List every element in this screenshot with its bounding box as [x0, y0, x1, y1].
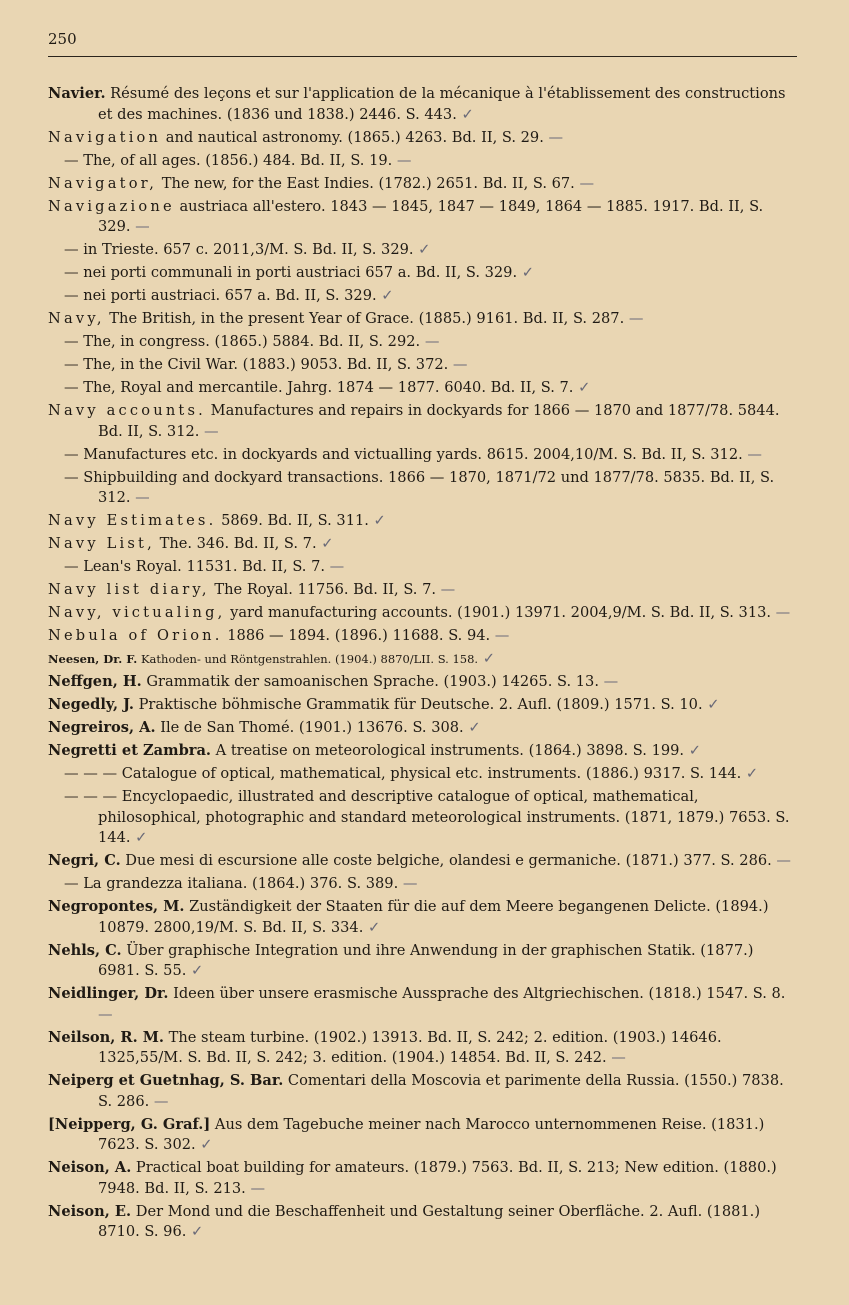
entry-text: Ile de San Thomé. (1901.) 13676. S. 308. [155, 719, 464, 736]
catalogue-entry [48, 557, 797, 578]
entry-heading: Navigazione [48, 197, 175, 215]
catalogue-entry [48, 984, 797, 1025]
entry-heading: Nebula of Orion. [48, 627, 223, 644]
entry-text: Comentari della Moscovia et parimente della Russia. (1550.) 7838. S. 286. [98, 1072, 784, 1110]
entry-heading: — [64, 264, 79, 281]
checkmark-icon: ✓ [456, 105, 474, 123]
entry-heading: — — — [64, 788, 118, 805]
dash-mark: — [149, 1092, 169, 1110]
entry-text: Manufactures etc. in dockyards and victualling yards. 8615. 2004,10/M. S. Bd. II, S. 312. [78, 445, 743, 463]
catalogue-entry [48, 741, 797, 762]
catalogue-entry [48, 695, 797, 716]
checkmark-icon: ✓ [684, 742, 701, 759]
entry-text: The Royal. 11756. Bd. II, S. 7. [209, 581, 437, 598]
entry-text: Shipbuilding and dockyard transactions. 1866 — 1870, 1871/72 und 1877/78. 5835. Bd. II, S. 312. [78, 468, 775, 506]
entry-text: Kathoden- und Röntgenstrahlen. (1904.) 8870/LII. S. 158. [137, 652, 479, 666]
entry-heading: Navy list diary, [48, 581, 210, 598]
entry-heading: — [64, 287, 79, 304]
entry-list [48, 84, 797, 1245]
entry-text: 1886 — 1894. (1896.) 11688. S. 94. [222, 627, 491, 644]
checkmark-icon: ✓ [413, 241, 431, 258]
entry-heading: Navy accounts. [48, 402, 207, 419]
dash-mark: — [771, 604, 791, 621]
catalogue-entry [48, 534, 797, 555]
entry-heading: Neesen, Dr. F. [48, 652, 138, 666]
catalogue-entry [48, 851, 797, 872]
entry-text: austriaca all'estero. 1843 — 1845, 1847 — 1849, 1864 — 1885. 1917. Bd. II, S. 329. [98, 197, 764, 235]
checkmark-icon: ✓ [517, 264, 534, 281]
entry-text: Catalogue of optical, mathematical, physical etc. instruments. (1886.) 9317. S. 144. [117, 765, 742, 782]
dash-mark: — [245, 1179, 266, 1197]
entry-heading: Neilson, R. M. [48, 1028, 164, 1046]
catalogue-entry [48, 84, 797, 125]
catalogue-entry [48, 309, 797, 330]
dash-mark: — [448, 356, 468, 373]
entry-heading: Negretti et Zambra. [48, 742, 211, 759]
entry-heading: Navigator, [48, 174, 158, 192]
checkmark-icon: ✓ [195, 1136, 213, 1153]
dash-mark: — [574, 174, 595, 192]
catalogue-entry [48, 603, 797, 624]
dash-mark: — [624, 310, 644, 327]
catalogue-entry [48, 240, 797, 261]
entry-heading: — [64, 468, 79, 486]
entry-text: Über graphische Integration und ihre Anwendung in der graphischen Statik. (1877.) 6981. S. 55. [98, 941, 754, 979]
catalogue-entry [48, 941, 797, 982]
entry-text: A treatise on meteorological instruments. (1864.) 3898. S. 199. [211, 742, 685, 759]
entry-text: in Trieste. 657 c. 2011,3/M. S. Bd. II, S. 329. [78, 241, 414, 258]
catalogue-entry [48, 197, 797, 238]
entry-heading: [Neipperg, G. Graf.] [48, 1115, 211, 1133]
entry-text: La grandezza italiana. (1864.) 376. S. 389. [78, 875, 399, 892]
catalogue-entry [48, 1115, 797, 1156]
entry-heading: — [64, 333, 79, 350]
catalogue-entry [48, 1158, 797, 1199]
entry-heading: Navy List, [48, 535, 155, 552]
header-rule [48, 56, 797, 57]
entry-heading: — [64, 875, 79, 892]
checkmark-icon: ✓ [478, 650, 495, 667]
catalogue-entry [48, 445, 797, 466]
entry-text: Résumé des leçons et sur l'application de la mécanique à l'établissement des constructions et des machines. (1836 und 1838.) 2446. S. 443. [98, 85, 786, 123]
dash-mark: — [543, 128, 564, 146]
entry-text: The. 346. Bd. II, S. 7. [154, 535, 317, 552]
catalogue-entry [48, 1028, 797, 1069]
catalogue-entry [48, 401, 797, 442]
entry-heading: Nehls, C. [48, 941, 122, 959]
entry-text: Zuständigkeit der Staaten für die auf dem Meere begangenen Delicte. (1894.) 10879. 2800,19/M. S. Bd. II, S. 334. [98, 898, 769, 936]
checkmark-icon: ✓ [316, 535, 334, 552]
entry-heading: Navigation [48, 128, 162, 146]
dash-mark: — [436, 581, 456, 598]
dash-mark: — [606, 1049, 626, 1066]
entry-heading: Neidlinger, Dr. [48, 985, 169, 1002]
entry-text: Der Mond und die Beschaffenheit und Gestaltung seiner Oberfläche. 2. Aufl. (1881.) 8710. S. 96. [98, 1202, 761, 1240]
entry-heading: Navier. [48, 85, 106, 102]
dash-mark: — [742, 445, 762, 463]
entry-text: 5869. Bd. II, S. 311. [216, 512, 369, 529]
catalogue-entry [48, 672, 797, 693]
catalogue-entry [48, 580, 797, 601]
catalogue-entry [48, 718, 797, 739]
entry-heading: Navy, victualing, [48, 604, 226, 621]
entry-text: Due mesi di escursione alle coste belgiche, olandesi e germaniche. (1871.) 377. S. 286. [120, 852, 772, 869]
entry-heading: Negropontes, M. [48, 898, 185, 915]
page-number: 250 [48, 30, 77, 48]
dash-mark: — [98, 1005, 113, 1023]
catalogue-entry [48, 764, 797, 785]
dash-mark: — [392, 151, 412, 169]
entry-text: The, in congress. (1865.) 5884. Bd. II, S. 292. [78, 333, 421, 350]
entry-heading: Neison, A. [48, 1159, 132, 1176]
catalogue-entry [48, 787, 797, 849]
entry-heading: Negreiros, A. [48, 719, 156, 736]
catalogue-entry [48, 332, 797, 353]
entry-text: Praktische böhmische Grammatik für Deutsche. 2. Aufl. (1809.) 1571. S. 10. [133, 696, 703, 713]
checkmark-icon: ✓ [573, 379, 591, 396]
entry-text: Ideen über unsere erasmische Aussprache des Altgriechischen. (1818.) 1547. S. 8. [168, 985, 786, 1002]
checkmark-icon: ✓ [463, 719, 481, 736]
entry-heading: — [64, 445, 79, 463]
entry-text: The new, for the East Indies. (1782.) 2651. Bd. II, S. 67. [157, 174, 575, 192]
entry-text: yard manufacturing accounts. (1901.) 13971. 2004,9/M. S. Bd. II, S. 313. [225, 604, 772, 621]
catalogue-entry [48, 1071, 797, 1112]
checkmark-icon: ✓ [363, 918, 381, 936]
catalogue-entry [48, 355, 797, 376]
checkmark-icon: ✓ [186, 1223, 204, 1240]
entry-text: Aus dem Tagebuche meiner nach Marocco unternommenen Reise. (1831.) 7623. S. 302. [98, 1115, 765, 1153]
entry-text: The, Royal and mercantile. Jahrg. 1874 — 1877. 6040. Bd. II, S. 7. [78, 379, 574, 396]
dash-mark: — [130, 218, 150, 235]
entry-heading: Neffgen, H. [48, 673, 142, 690]
entry-heading: — [64, 151, 79, 169]
entry-text: Manufactures and repairs in dockyards for 1866 — 1870 and 1877/78. 5844. Bd. II, S. 312. [98, 402, 780, 440]
catalogue-entry [48, 128, 797, 149]
catalogue-entry [48, 378, 797, 399]
entry-heading: Negedly, J. [48, 696, 134, 713]
dash-mark: — [420, 333, 440, 350]
entry-text: and nautical astronomy. (1865.) 4263. Bd. II, S. 29. [161, 128, 544, 146]
entry-text: The British, in the present Year of Grace. (1885.) 9161. Bd. II, S. 287. [104, 310, 625, 327]
dash-mark: — [490, 627, 510, 644]
entry-text: Grammatik der samoanischen Sprache. (1903.) 14265. S. 13. [141, 673, 599, 690]
entry-text: Encyclopaedic, illustrated and descriptive catalogue of optical, mathematical, philosophical, photographic and standard meteorological instruments. (1871, 1879.) 7653. S. 144. [98, 788, 790, 846]
catalogue-entry [48, 286, 797, 307]
entry-heading: — [64, 356, 79, 373]
catalogue-entry [48, 1202, 797, 1243]
checkmark-icon: ✓ [186, 962, 204, 979]
catalogue-entry [48, 263, 797, 284]
entry-heading: Neiperg et Guetnhag, S. Bar. [48, 1072, 284, 1089]
checkmark-icon: ✓ [376, 287, 394, 304]
catalogue-entry [48, 649, 797, 670]
checkmark-icon: ✓ [702, 696, 720, 713]
entry-text: nei porti communali in porti austriaci 657 a. Bd. II, S. 329. [78, 264, 518, 281]
entry-text: Practical boat building for amateurs. (1879.) 7563. Bd. II, S. 213; New edition. (1880.) 7948. Bd. II, S. 213. [98, 1159, 777, 1197]
entry-text: Lean's Royal. 11531. Bd. II, S. 7. [78, 558, 325, 575]
entry-text: nei porti austriaci. 657 a. Bd. II, S. 329. [78, 287, 377, 304]
checkmark-icon: ✓ [741, 765, 759, 782]
entry-text: The, of all ages. (1856.) 484. Bd. II, S. 19. [78, 151, 393, 169]
checkmark-icon: ✓ [130, 829, 148, 846]
entry-heading: — — — [64, 765, 118, 782]
checkmark-icon: ✓ [368, 512, 386, 529]
catalogue-entry [48, 626, 797, 647]
dash-mark: — [398, 875, 418, 892]
entry-heading: Navy, [48, 310, 105, 327]
entry-text: The steam turbine. (1902.) 13913. Bd. II, S. 242; 2. edition. (1903.) 14646. 1325,55/M. S. Bd. II, S. 242; 3. edition. (1904.) 14854. Bd. II, S. 242. [98, 1028, 722, 1066]
dash-mark: — [199, 422, 219, 440]
entry-heading: Navy Estimates. [48, 512, 217, 529]
entry-text: The, in the Civil War. (1883.) 9053. Bd. II, S. 372. [78, 356, 449, 373]
entry-heading: Negri, C. [48, 852, 121, 869]
catalogue-entry [48, 874, 797, 895]
catalogue-entry [48, 897, 797, 938]
catalogue-entry [48, 511, 797, 532]
dash-mark: — [130, 489, 150, 506]
catalogue-entry [48, 151, 797, 172]
catalogue-entry [48, 174, 797, 195]
entry-heading: — [64, 241, 79, 258]
dash-mark: — [599, 673, 619, 690]
dash-mark: — [771, 852, 792, 869]
catalogue-entry [48, 468, 797, 509]
entry-heading: — [64, 379, 79, 396]
entry-heading: — [64, 558, 79, 575]
dash-mark: — [325, 558, 345, 575]
entry-heading: Neison, E. [48, 1202, 132, 1220]
